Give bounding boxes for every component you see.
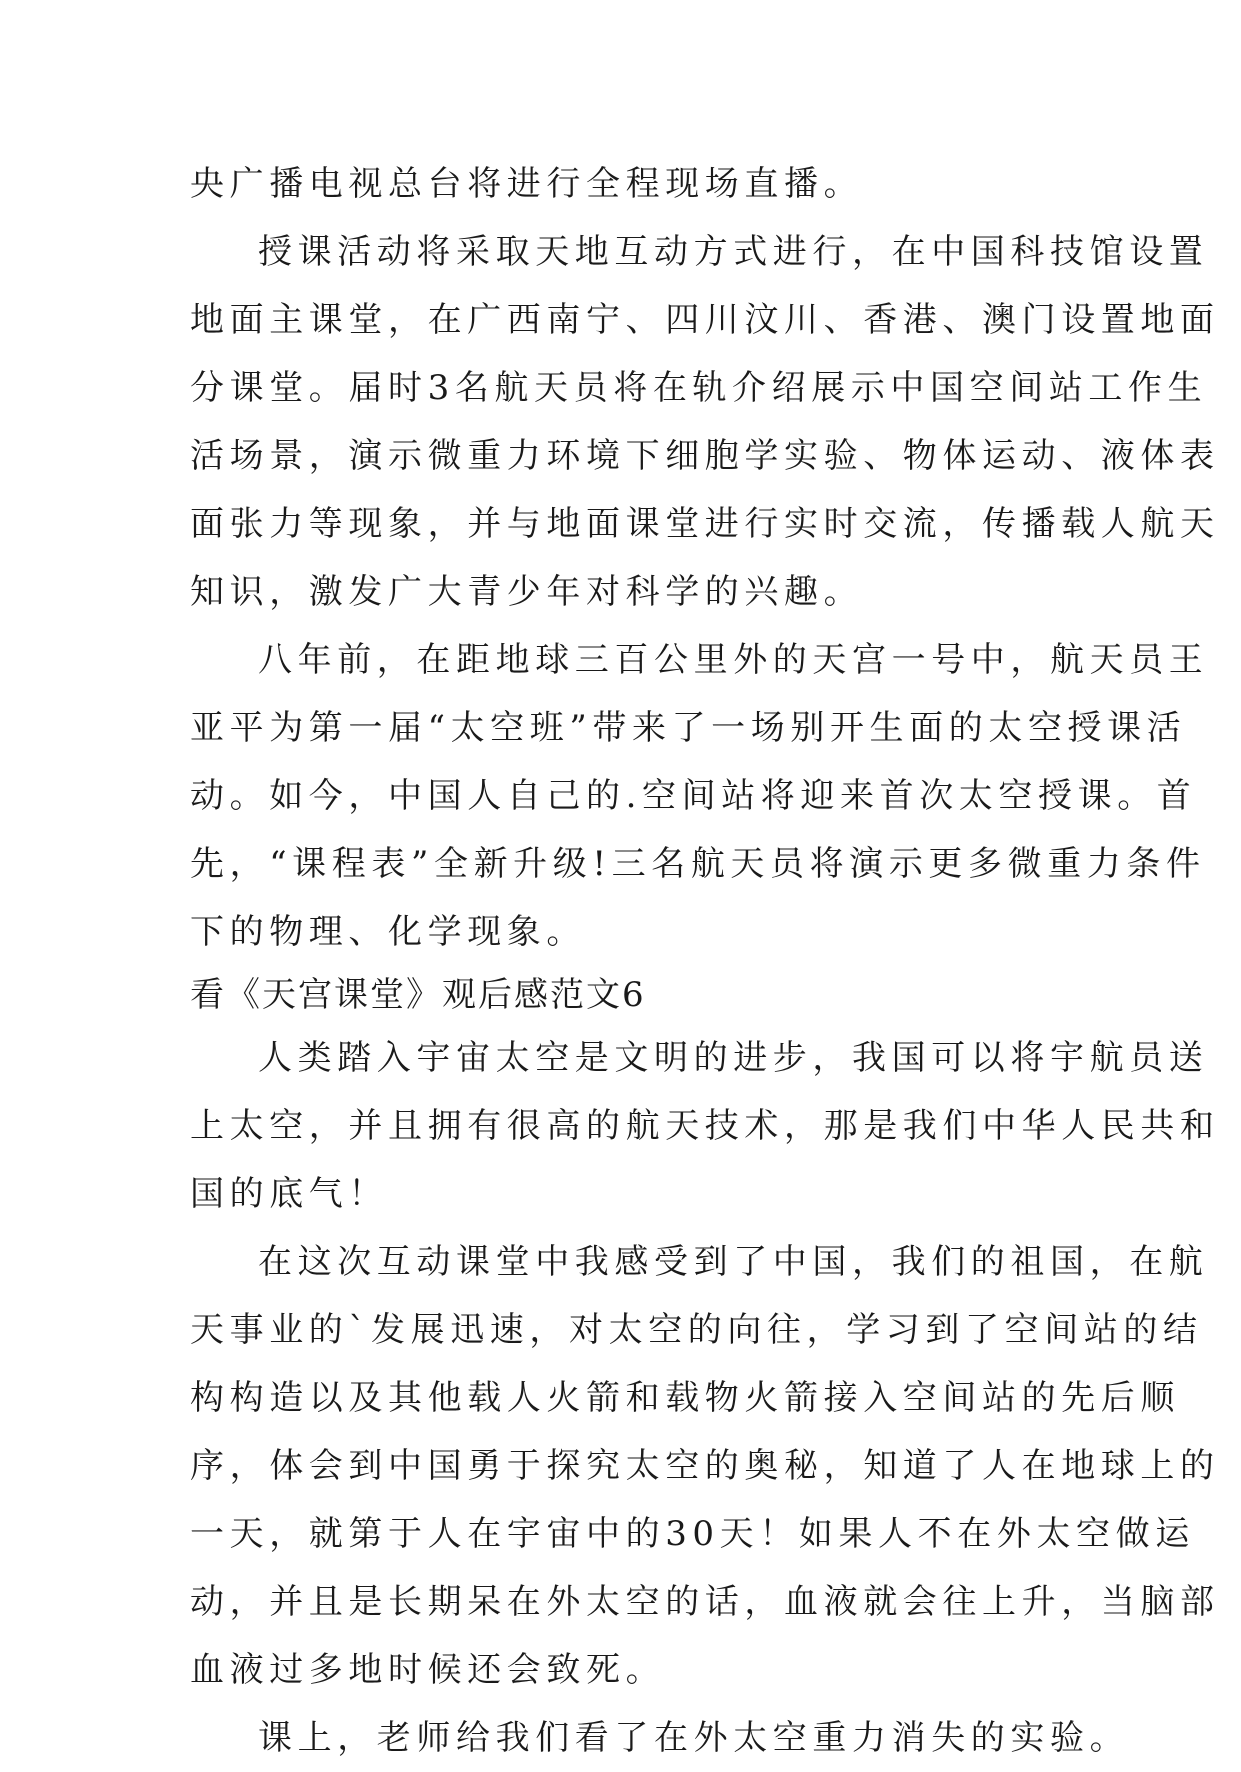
text-line: 八年前，在距地球三百公里外的天宫一号中，航天员王 <box>258 640 1209 680</box>
text-line: 序，体会到中国勇于探究太空的奥秘，知道了人在地球上的 <box>190 1446 1220 1486</box>
text-line: 一天，就第于人在宇宙中的30天！如果人不在外太空做运 <box>190 1514 1195 1554</box>
paragraph-6 <box>190 1704 1130 1772</box>
paragraph-2 <box>190 218 1220 626</box>
text-line: 先，“课程表”全新升级!三名航天员将演示更多微重力条件 <box>190 844 1206 884</box>
paragraph-1 <box>190 150 1050 218</box>
text-line: 知识，激发广大青少年对科学的兴趣。 <box>190 572 864 612</box>
paragraph-4 <box>190 1024 1220 1228</box>
paragraph-5 <box>190 1228 1220 1704</box>
text-line: 天事业的`发展迅速，对太空的向往，学习到了空间站的结 <box>190 1310 1203 1350</box>
text-line: 血液过多地时候还会致死。 <box>190 1650 666 1690</box>
text-line: 活场景，演示微重力环境下细胞学实验、物体运动、液体表 <box>190 436 1220 476</box>
text-line: 授课活动将采取天地互动方式进行，在中国科技馆设置 <box>258 232 1209 272</box>
text-line: 在这次互动课堂中我感受到了中国，我们的祖国，在航 <box>258 1242 1209 1282</box>
text-line: 构构造以及其他载人火箭和载物火箭接入空间站的先后顺 <box>190 1378 1180 1418</box>
section-heading: 看《天宫课堂》观后感范文6 <box>190 975 646 1015</box>
text-line: 地面主课堂，在广西南宁、四川汶川、香港、澳门设置地面 <box>190 300 1220 340</box>
text-line: 课上，老师给我们看了在外太空重力消失的实验。 <box>258 1718 1130 1758</box>
text-line: 上太空，并且拥有很高的航天技术，那是我们中华人民共和 <box>190 1106 1220 1146</box>
text-line: 亚平为第一届“太空班”带来了一场别开生面的太空授课活 <box>190 708 1187 748</box>
text-line: 分课堂。届时3名航天员将在轨介绍展示中国空间站工作生 <box>190 368 1208 408</box>
text-line: 动。如今，中国人自己的.空间站将迎来首次太空授课。首 <box>190 776 1197 816</box>
text-line: 动，并且是长期呆在外太空的话，血液就会往上升，当脑部 <box>190 1582 1220 1622</box>
text-line: 面张力等现象，并与地面课堂进行实时交流，传播载人航天 <box>190 504 1220 544</box>
text-line: 国的底气！ <box>190 1174 388 1214</box>
paragraph-3 <box>190 626 1209 966</box>
text-line: 央广播电视总台将进行全程现场直播。 <box>190 164 864 204</box>
text-line: 人类踏入宇宙太空是文明的进步，我国可以将宇航员送 <box>258 1038 1209 1078</box>
document-body <box>190 150 1220 1772</box>
text-line: 下的物理、化学现象。 <box>190 912 586 952</box>
